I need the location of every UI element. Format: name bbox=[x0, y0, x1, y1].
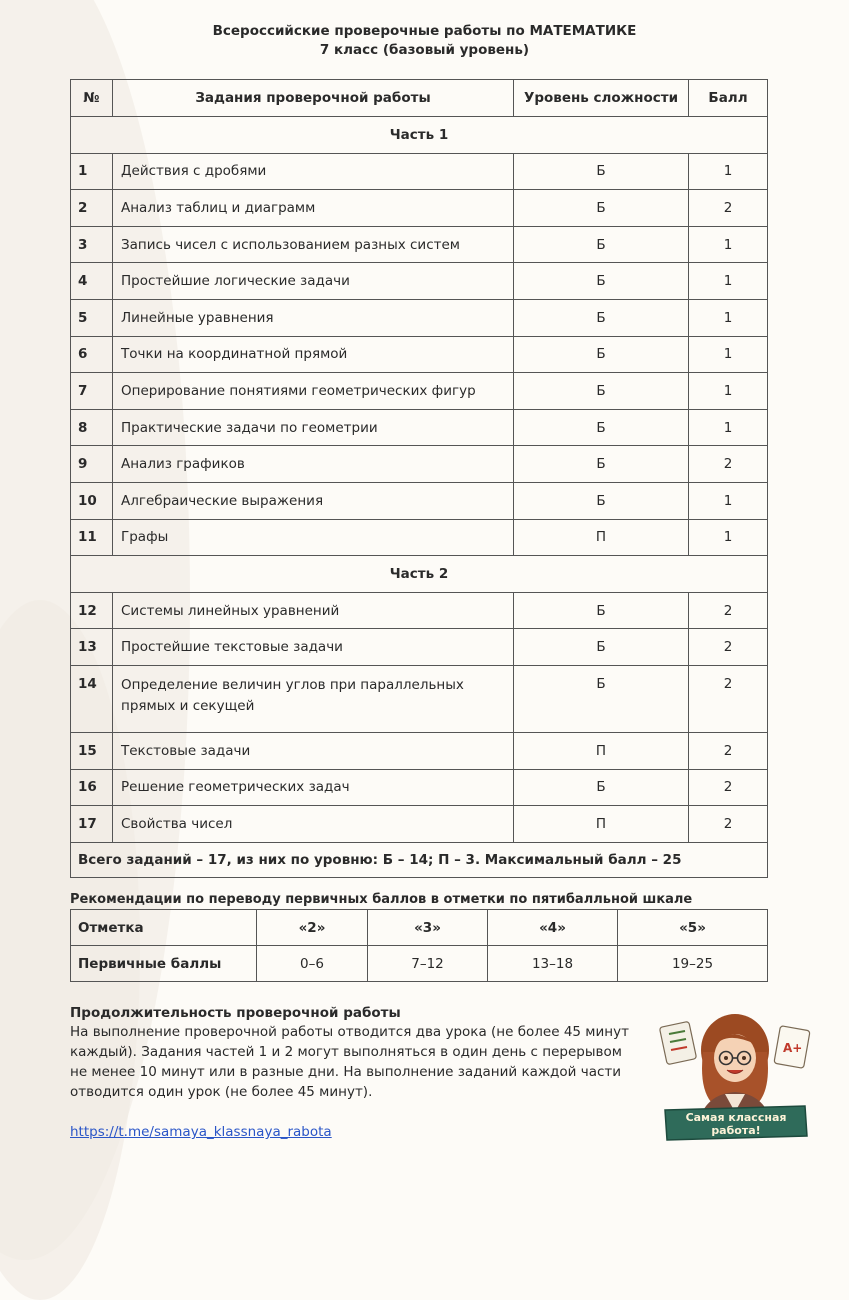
task-number: 11 bbox=[71, 519, 113, 556]
table-row bbox=[71, 482, 768, 519]
task-score: 2 bbox=[689, 665, 768, 732]
task-name: Простейшие текстовые задачи bbox=[113, 629, 514, 666]
task-number: 3 bbox=[71, 226, 113, 263]
task-name: Практические задачи по геометрии bbox=[113, 409, 514, 446]
part1-label: Часть 1 bbox=[71, 117, 768, 154]
total-summary: Всего заданий – 17, из них по уровню: Б – 14; П – 3. Максимальный балл – 25 bbox=[71, 842, 768, 877]
task-level: Б bbox=[514, 153, 689, 190]
task-name-line: прямых и секущей bbox=[121, 697, 255, 714]
table-row bbox=[71, 592, 768, 629]
points-cell: 0–6 bbox=[257, 946, 368, 982]
points-cell: 7–12 bbox=[368, 946, 488, 982]
task-number: 12 bbox=[71, 592, 113, 629]
table-row bbox=[71, 299, 768, 336]
task-score: 1 bbox=[689, 519, 768, 556]
task-name: Оперирование понятиями геометрических фигур bbox=[113, 373, 514, 410]
task-score: 1 bbox=[689, 263, 768, 300]
table-row bbox=[71, 629, 768, 666]
teacher-mascot-illustration bbox=[655, 1002, 815, 1142]
task-score: 2 bbox=[689, 190, 768, 227]
task-number: 15 bbox=[71, 732, 113, 769]
grade-cell: «3» bbox=[368, 910, 488, 946]
task-level: П bbox=[514, 732, 689, 769]
task-score: 2 bbox=[689, 732, 768, 769]
part2-label: Часть 2 bbox=[71, 556, 768, 593]
table-row bbox=[71, 190, 768, 227]
task-number: 13 bbox=[71, 629, 113, 666]
doc-title: Всероссийские проверочные работы по МАТЕМАТИКЕ bbox=[212, 23, 637, 39]
task-number: 4 bbox=[71, 263, 113, 300]
grade-label: Отметка bbox=[71, 910, 257, 946]
task-score: 1 bbox=[689, 336, 768, 373]
task-level: Б bbox=[514, 592, 689, 629]
tasks-table bbox=[70, 79, 768, 878]
task-number: 2 bbox=[71, 190, 113, 227]
task-name bbox=[113, 665, 514, 732]
task-score: 2 bbox=[689, 769, 768, 806]
task-number: 7 bbox=[71, 373, 113, 410]
table-row bbox=[71, 409, 768, 446]
table-row bbox=[71, 519, 768, 556]
task-level: Б bbox=[514, 665, 689, 732]
table-row bbox=[71, 336, 768, 373]
task-name: Действия с дробями bbox=[113, 153, 514, 190]
task-score: 1 bbox=[689, 482, 768, 519]
task-name: Запись чисел с использованием разных систем bbox=[113, 226, 514, 263]
task-name: Точки на координатной прямой bbox=[113, 336, 514, 373]
task-name: Алгебраические выражения bbox=[113, 482, 514, 519]
task-number: 6 bbox=[71, 336, 113, 373]
task-level: Б bbox=[514, 336, 689, 373]
task-score: 1 bbox=[689, 373, 768, 410]
task-score: 2 bbox=[689, 592, 768, 629]
task-number: 17 bbox=[71, 806, 113, 843]
telegram-link[interactable]: https://t.me/samaya_klassnaya_rabota bbox=[70, 1124, 332, 1140]
task-name: Текстовые задачи bbox=[113, 732, 514, 769]
header-task: Задания проверочной работы bbox=[113, 80, 514, 117]
points-label: Первичные баллы bbox=[71, 946, 257, 982]
task-score: 1 bbox=[689, 153, 768, 190]
banner-text-line2: работа! bbox=[711, 1124, 761, 1137]
table-row bbox=[71, 226, 768, 263]
task-level: Б bbox=[514, 769, 689, 806]
points-cell: 19–25 bbox=[618, 946, 768, 982]
table-row bbox=[71, 665, 768, 732]
task-name: Простейшие логические задачи bbox=[113, 263, 514, 300]
table-row bbox=[71, 153, 768, 190]
task-number: 10 bbox=[71, 482, 113, 519]
task-number: 8 bbox=[71, 409, 113, 446]
task-number: 16 bbox=[71, 769, 113, 806]
task-score: 2 bbox=[689, 806, 768, 843]
grade-cell: «5» bbox=[618, 910, 768, 946]
task-level: Б bbox=[514, 482, 689, 519]
task-name: Анализ графиков bbox=[113, 446, 514, 483]
task-score: 2 bbox=[689, 446, 768, 483]
task-name: Анализ таблиц и диаграмм bbox=[113, 190, 514, 227]
task-name: Системы линейных уравнений bbox=[113, 592, 514, 629]
grade-cell: «2» bbox=[257, 910, 368, 946]
task-name: Линейные уравнения bbox=[113, 299, 514, 336]
table-row bbox=[71, 446, 768, 483]
task-name: Графы bbox=[113, 519, 514, 556]
grade-cell: «4» bbox=[488, 910, 618, 946]
task-level: Б bbox=[514, 373, 689, 410]
task-score: 2 bbox=[689, 629, 768, 666]
header-level: Уровень сложности bbox=[514, 80, 689, 117]
task-name: Решение геометрических задач bbox=[113, 769, 514, 806]
task-score: 1 bbox=[689, 299, 768, 336]
task-level: Б bbox=[514, 299, 689, 336]
task-level: Б bbox=[514, 263, 689, 300]
checklist-icon bbox=[659, 1021, 696, 1064]
task-name: Свойства чисел bbox=[113, 806, 514, 843]
header-number: № bbox=[71, 80, 113, 117]
header-score: Балл bbox=[689, 80, 768, 117]
task-level: Б bbox=[514, 409, 689, 446]
duration-title: Продолжительность проверочной работы bbox=[70, 1005, 401, 1021]
scale-title: Рекомендации по переводу первичных баллов в отметки по пятибалльной шкале bbox=[70, 892, 693, 907]
task-number: 14 bbox=[71, 665, 113, 732]
task-number: 1 bbox=[71, 153, 113, 190]
table-row bbox=[71, 732, 768, 769]
task-number: 9 bbox=[71, 446, 113, 483]
table-row bbox=[71, 263, 768, 300]
task-name-line: Определение величин углов при параллельных bbox=[121, 676, 464, 693]
task-level: Б bbox=[514, 190, 689, 227]
table-row bbox=[71, 806, 768, 843]
svg-text:A+: A+ bbox=[783, 1041, 803, 1055]
task-score: 1 bbox=[689, 409, 768, 446]
table-row bbox=[71, 769, 768, 806]
task-level: Б bbox=[514, 226, 689, 263]
task-score: 1 bbox=[689, 226, 768, 263]
task-level: Б bbox=[514, 446, 689, 483]
task-level: П bbox=[514, 806, 689, 843]
task-level: Б bbox=[514, 629, 689, 666]
doc-subtitle: 7 класс (базовый уровень) bbox=[319, 42, 530, 58]
duration-text: На выполнение проверочной работы отводится два урока (не более 45 минут каждый). Задания частей 1 и 2 могут выполняться в один день с перерывом не менее 10 минут или в разные дни. На выполнение заданий каждой части отводится один урок (не более 45 минут). bbox=[70, 1024, 629, 1100]
task-number: 5 bbox=[71, 299, 113, 336]
grade-scale-table bbox=[70, 909, 768, 982]
task-level: П bbox=[514, 519, 689, 556]
table-row bbox=[71, 373, 768, 410]
banner-text-line1: Самая классная bbox=[685, 1111, 787, 1124]
points-cell: 13–18 bbox=[488, 946, 618, 982]
